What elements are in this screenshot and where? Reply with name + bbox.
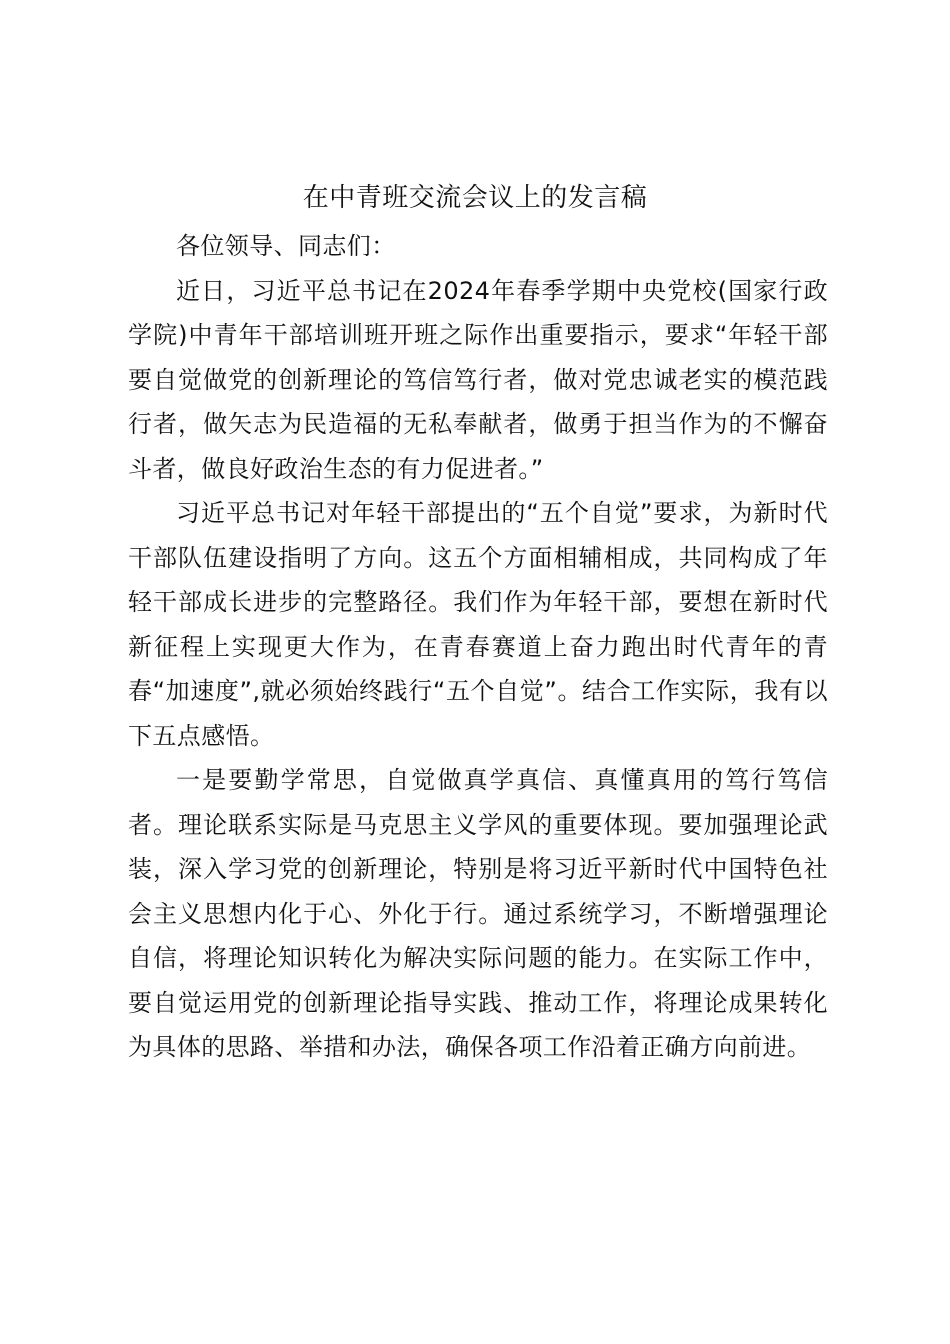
document-body [128,224,828,1070]
salutation: 各位领导、同志们： [176,232,396,260]
paragraph-point-one: 一是要勤学常思，自觉做真学真信、真懂真用的笃行笃信者。理论联系实际是马克思主义学风的重要体现。要加强理论武装，深入学习党的创新理论，特别是将习近平新时代中国特色社会主义思想内化于心、外化于行。通过系统学习，不断增强理论自信，将理论知识转化为解决实际问题的能力。在实际工作中，要自觉运用党的创新理论指导实践、推动工作，将理论成果转化为具体的思路、举措和办法，确保各项工作沿着正确方向前进。 [128,766,828,1061]
paragraph-intro: 近日，习近平总书记在2024年春季学期中央党校(国家行政学院)中青年干部培训班开班之际作出重要指示，要求“年轻干部要自觉做党的创新理论的笃信笃行者，做对党忠诚老实的模范践行者，做矢志为民造福的无私奉献者，做勇于担当作为的不懈奋斗者，做良好政治生态的有力促进者。” [128,276,828,483]
paragraph-five-requirements: 习近平总书记对年轻干部提出的“五个自觉”要求，为新时代干部队伍建设指明了方向。这五个方面相辅相成，共同构成了年轻干部成长进步的完整路径。我们作为年轻干部，要想在新时代新征程上实现更大作为，在青春赛道上奋力跑出时代青年的青春“加速度”,就必须始终践行“五个自觉”。结合工作实际，我有以下五点感悟。 [128,499,828,750]
document-title: 在中青班交流会议上的发言稿 [302,183,648,213]
